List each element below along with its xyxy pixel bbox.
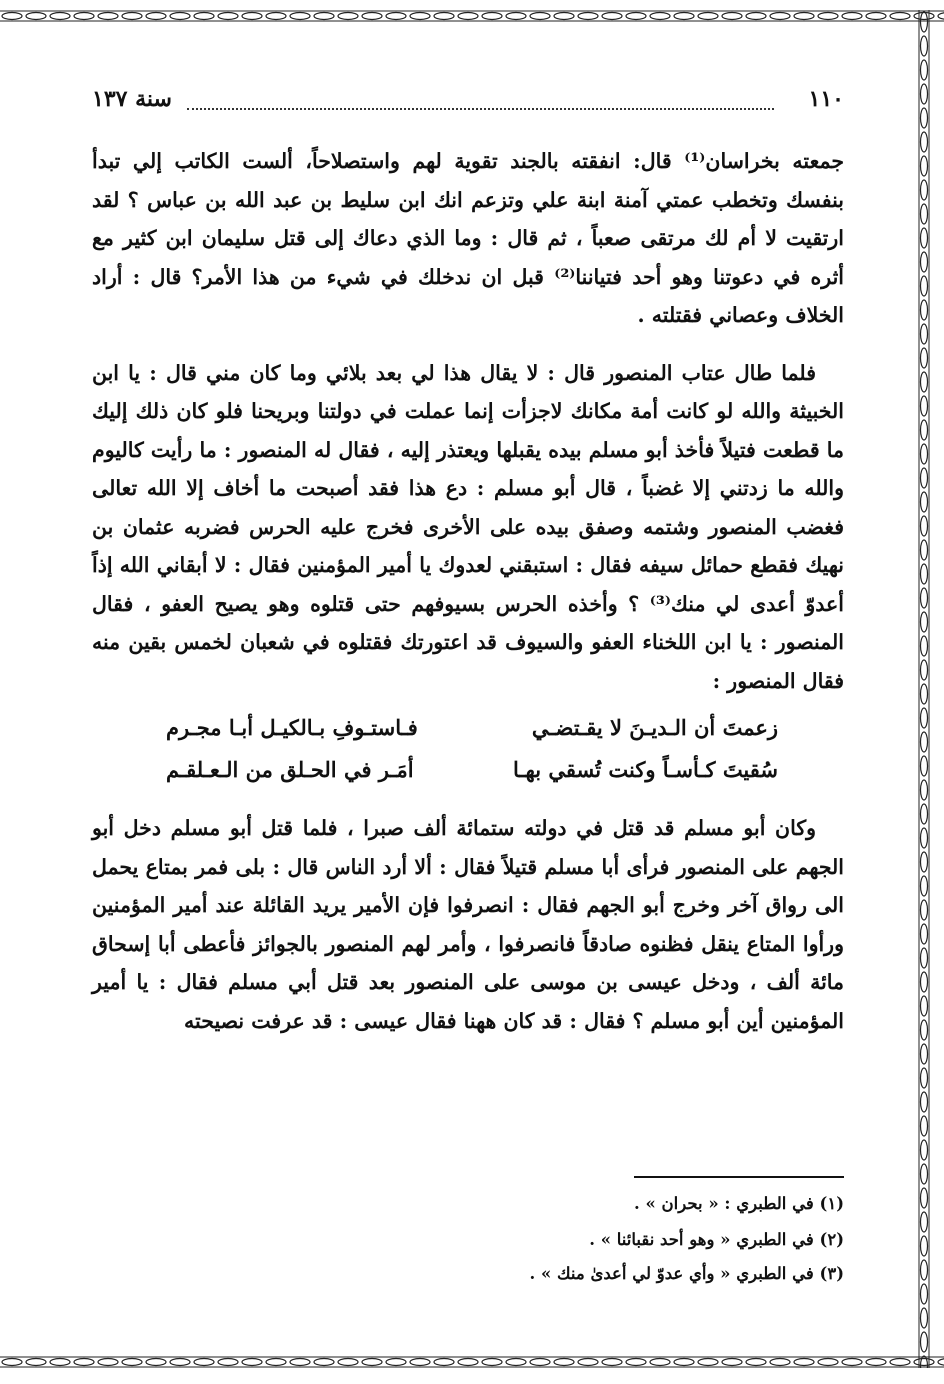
verse-2-hemistich-2: أمَـر في الحـلق من الـعـلقـم (166, 757, 414, 782)
footnote-separator (634, 1176, 844, 1178)
verse-line-1 (92, 708, 844, 748)
header-dotted-leader (187, 108, 774, 110)
book-page (92, 86, 844, 1306)
top-ornamental-border (0, 10, 944, 22)
main-text (92, 142, 844, 1040)
footnote-1: (١) في الطبري : « بحران » . (634, 1194, 844, 1213)
running-header (92, 86, 844, 122)
verse-2-hemistich-1: سُقيتَ كـأسـاً وكنت تُسقي بهـا (513, 757, 778, 782)
page-number: ١١٠ (808, 86, 844, 112)
year-label: سنة ١٣٧ (92, 86, 172, 112)
paragraph-1: جمعته بخراسان⁽¹⁾ قال: انفقته بالجند تقوية لهم واستصلاحاً، ألست الكاتب إلي تبدأ بنفسك وتخطب عمتي آمنة ابنة علي وتزعم انك ابن سليط بن عبد الله بن عباس ؟ لقد ارتقيت لا أم لك مرتقى صعباً ، ثم قال : وما الذي دعاك إلى قتل سليمان ابن كثير مع أثره في دعوتنا وهو أحد فتياننا⁽²⁾ قبل ان ندخلك في شيء من هذا الأمر؟ قال : أراد الخلاف وعصاني فقتلته . (92, 149, 844, 327)
verse-line-2 (92, 750, 844, 790)
paragraph-2: فلما طال عتاب المنصور قال : لا يقال هذا لي بعد بلائي وما كان مني قال : يا ابن الخبيثة والله لو كانت أمة مكانك لاجزأت إنما عملت في دولتنا وبريحنا فلو كان ذلك إليك ما قطعت فتيلاً فأخذ أبو مسلم بيده يقبلها ويعتذر إليه ، فقال له المنصور : ما رأيت كاليوم والله ما زدتني إلا غضباً ، قال أبو مسلم : دع هذا فقد أصبحت ما أخاف إلا الله تعالى فغضب المنصور وشتمه وصفق بيده على الأخرى فخرج عليه الحرس فضربه عثمان بن نهيك فقطع حمائل سيفه فقال : استبقني لعدوك يا أمير المؤمنين فقال : لا أبقاني الله إذاً أعدوّ أعدى لي منك⁽³⁾ ؟ وأخذه الحرس بسيوفهم حتى قتلوه وهو يصيح العفو ، فقال المنصور : يا ابن اللخناء العفو والسيوف قد اعتورتك فقتلوه في شعبان لخمس بقين منه فقال المنصور : (92, 360, 844, 693)
verse-1-hemistich-2: فـاستـوفِ بـالكيـل أبـا مجـرم (166, 715, 418, 740)
bottom-ornamental-border (0, 1356, 944, 1368)
verse-1-hemistich-1: زعمتَ أن الـديـنَ لا يقـتضـي (531, 715, 778, 740)
right-ornamental-border (918, 10, 930, 1368)
footnote-3: (٣) في الطبري « وأي عدوّ لي أعدىٰ منك » . (529, 1264, 844, 1283)
footnote-2: (٢) في الطبري « وهو أحد نقبائنا » . (589, 1230, 844, 1249)
paragraph-3: وكان أبو مسلم قد قتل في دولته ستمائة ألف صبرا ، فلما قتل أبو مسلم دخل أبو الجهم على المنصور فرأى أبا مسلم قتيلاً فقال : ألا أرد الناس قال : بلى فمر بمتاع يحمل الى رواق آخر وخرج أبو الجهم فقال : انصرفوا فإن الأمير يريد القائلة عند أمير المؤمنين ورأوا المتاع ينقل فظنوه صادقاً فانصرفوا ، وأمر لهم المنصور بالجوائز فأعطى أبا إسحاق مائة ألف ، ودخل عيسى بن موسى على المنصور بعد قتل أبي مسلم فقال : يا أمير المؤمنين أين أبو مسلم ؟ فقال : قد كان ههنا فقال عيسى : قد عرفت نصيحته (92, 816, 844, 1033)
